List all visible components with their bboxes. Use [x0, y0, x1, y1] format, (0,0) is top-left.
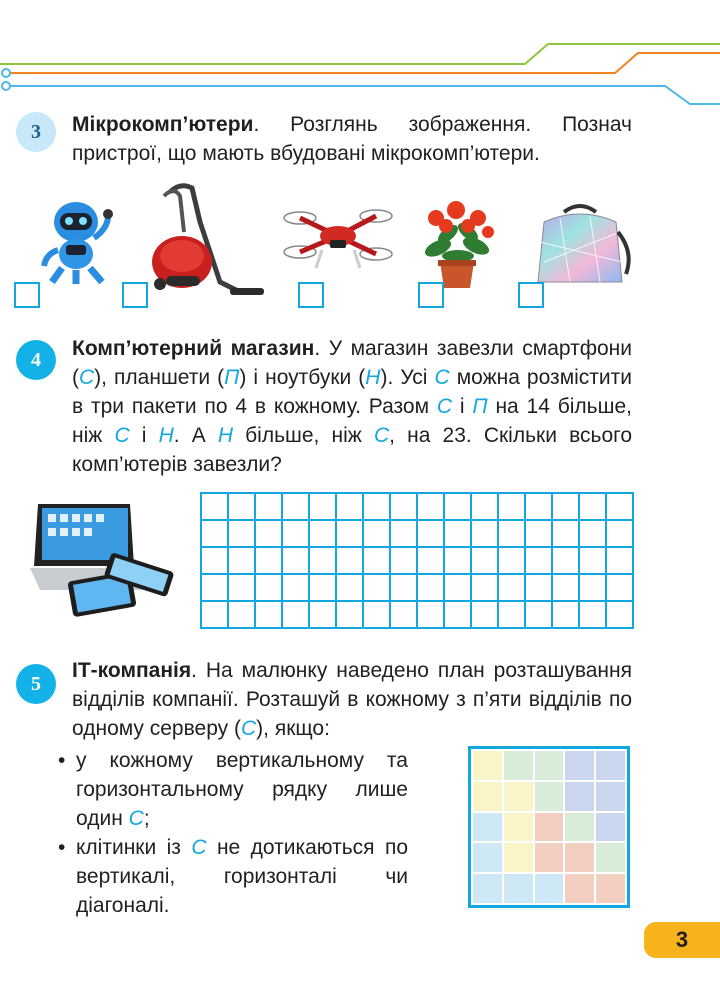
- plan-cell[interactable]: [473, 782, 502, 811]
- vacuum-cleaner-checkbox[interactable]: [122, 282, 148, 308]
- task-5-text: ІТ-компанія. На малюнку наведено план розташування відділів компанії. Розташуй в кожному з п’яти відділів по одному серверу (С), якщо:: [72, 659, 632, 740]
- plan-cell[interactable]: [596, 751, 625, 780]
- grid-cell[interactable]: [364, 548, 391, 575]
- grid-cell[interactable]: [418, 494, 445, 521]
- grid-cell[interactable]: [391, 548, 418, 575]
- grid-cell[interactable]: [580, 602, 607, 629]
- task-3-text: Мікрокомп’ютери. Розглянь зображення. Познач пристрої, що мають вбудовані мікрокомп’ютери.: [72, 113, 632, 165]
- grid-cell[interactable]: [526, 575, 553, 602]
- page-number: 3: [644, 922, 720, 958]
- grid-cell[interactable]: [202, 521, 229, 548]
- plan-cell[interactable]: [565, 813, 594, 842]
- grid-cell[interactable]: [337, 548, 364, 575]
- plan-cell[interactable]: [504, 782, 533, 811]
- plan-cell[interactable]: [504, 874, 533, 903]
- grid-cell[interactable]: [256, 575, 283, 602]
- devices-image: [30, 498, 180, 618]
- plan-cell[interactable]: [565, 751, 594, 780]
- grid-cell[interactable]: [526, 602, 553, 629]
- grid-cell[interactable]: [310, 575, 337, 602]
- robot-image: [36, 198, 118, 286]
- drone-image: [282, 200, 394, 276]
- grid-cell[interactable]: [283, 494, 310, 521]
- answer-grid[interactable]: [200, 492, 634, 629]
- grid-cell[interactable]: [553, 521, 580, 548]
- grid-cell[interactable]: [472, 602, 499, 629]
- grid-cell[interactable]: [337, 602, 364, 629]
- conditions-list: [58, 746, 408, 920]
- plan-cell[interactable]: [504, 843, 533, 872]
- plan-cell[interactable]: [596, 813, 625, 842]
- plan-cell[interactable]: [535, 874, 564, 903]
- grid-cell[interactable]: [364, 494, 391, 521]
- grid-cell[interactable]: [391, 521, 418, 548]
- plan-cell[interactable]: [504, 751, 533, 780]
- grid-cell[interactable]: [202, 575, 229, 602]
- task-number-badge: 3: [16, 112, 56, 152]
- grid-cell[interactable]: [580, 494, 607, 521]
- task-number-badge: 5: [16, 664, 56, 704]
- plan-cell[interactable]: [473, 874, 502, 903]
- grid-cell[interactable]: [553, 494, 580, 521]
- grid-cell[interactable]: [337, 494, 364, 521]
- condition-item: • у кожному вертикальному та горизонтальному рядку лише один С;: [58, 746, 408, 833]
- grid-cell[interactable]: [418, 575, 445, 602]
- task-4-title: Комп’ютерний магазин: [72, 337, 315, 360]
- grid-cell[interactable]: [202, 494, 229, 521]
- plan-cell[interactable]: [535, 782, 564, 811]
- grid-cell[interactable]: [256, 494, 283, 521]
- grid-cell[interactable]: [445, 521, 472, 548]
- plan-cell[interactable]: [596, 874, 625, 903]
- grid-cell[interactable]: [472, 575, 499, 602]
- backpack-checkbox[interactable]: [518, 282, 544, 308]
- plan-cell[interactable]: [504, 813, 533, 842]
- plan-cell[interactable]: [596, 782, 625, 811]
- grid-cell[interactable]: [202, 602, 229, 629]
- grid-cell[interactable]: [445, 494, 472, 521]
- plan-cell[interactable]: [473, 751, 502, 780]
- grid-cell[interactable]: [391, 575, 418, 602]
- grid-cell[interactable]: [499, 575, 526, 602]
- grid-cell[interactable]: [418, 548, 445, 575]
- grid-cell[interactable]: [256, 548, 283, 575]
- drone-checkbox[interactable]: [298, 282, 324, 308]
- grid-cell[interactable]: [580, 548, 607, 575]
- task-number-badge: 4: [16, 340, 56, 380]
- vacuum-cleaner-image: [140, 182, 266, 306]
- grid-cell[interactable]: [229, 521, 256, 548]
- grid-cell[interactable]: [499, 548, 526, 575]
- grid-cell[interactable]: [418, 602, 445, 629]
- plan-cell[interactable]: [535, 751, 564, 780]
- grid-cell[interactable]: [445, 575, 472, 602]
- grid-cell[interactable]: [553, 575, 580, 602]
- circuit-decoration: [0, 0, 720, 110]
- grid-cell[interactable]: [607, 575, 634, 602]
- grid-cell[interactable]: [526, 548, 553, 575]
- grid-cell[interactable]: [310, 548, 337, 575]
- plan-cell[interactable]: [565, 843, 594, 872]
- task-3-title: Мікрокомп’ютери: [72, 113, 254, 136]
- plan-cell[interactable]: [535, 843, 564, 872]
- grid-cell[interactable]: [607, 521, 634, 548]
- grid-cell[interactable]: [580, 521, 607, 548]
- grid-cell[interactable]: [553, 602, 580, 629]
- plan-cell[interactable]: [565, 782, 594, 811]
- grid-cell[interactable]: [283, 602, 310, 629]
- task-5-title: ІТ-компанія: [72, 659, 192, 682]
- condition-item: • клітинки із С не дотикаються по вертикалі, горизонталі чи діагоналі.: [58, 833, 408, 920]
- grid-cell[interactable]: [526, 521, 553, 548]
- grid-cell[interactable]: [580, 575, 607, 602]
- grid-cell[interactable]: [607, 548, 634, 575]
- grid-cell[interactable]: [526, 494, 553, 521]
- grid-cell[interactable]: [202, 548, 229, 575]
- grid-cell[interactable]: [337, 575, 364, 602]
- grid-cell[interactable]: [229, 602, 256, 629]
- grid-cell[interactable]: [256, 521, 283, 548]
- task-4-text: Комп’ютерний магазин. У магазин завезли смартфони (С), планшети (П) і ноутбуки (Н). Усі С можна розмістити в три пакети по 4 в кожному. Разом С і П на 14 більше, ніж С і Н. А Н більше, ніж С, на 23. Скільки всього комп’ютерів завезли?: [72, 337, 633, 476]
- grid-cell[interactable]: [310, 602, 337, 629]
- grid-cell[interactable]: [472, 548, 499, 575]
- robot-checkbox[interactable]: [14, 282, 40, 308]
- grid-cell[interactable]: [418, 521, 445, 548]
- grid-cell[interactable]: [229, 575, 256, 602]
- grid-cell[interactable]: [391, 494, 418, 521]
- grid-cell[interactable]: [364, 575, 391, 602]
- grid-cell[interactable]: [364, 602, 391, 629]
- backpack-image: [530, 202, 634, 286]
- grid-cell[interactable]: [310, 494, 337, 521]
- grid-cell[interactable]: [310, 521, 337, 548]
- grid-cell[interactable]: [499, 602, 526, 629]
- grid-cell[interactable]: [607, 602, 634, 629]
- grid-cell[interactable]: [499, 521, 526, 548]
- grid-cell[interactable]: [472, 521, 499, 548]
- grid-cell[interactable]: [229, 494, 256, 521]
- grid-cell[interactable]: [229, 548, 256, 575]
- plan-cell[interactable]: [473, 813, 502, 842]
- grid-cell[interactable]: [499, 494, 526, 521]
- flower-pot-checkbox[interactable]: [418, 282, 444, 308]
- grid-cell[interactable]: [256, 602, 283, 629]
- flower-pot-image: [418, 196, 496, 290]
- grid-cell[interactable]: [553, 548, 580, 575]
- grid-cell[interactable]: [283, 548, 310, 575]
- plan-cell[interactable]: [473, 843, 502, 872]
- grid-cell[interactable]: [337, 521, 364, 548]
- grid-cell[interactable]: [445, 602, 472, 629]
- grid-cell[interactable]: [364, 521, 391, 548]
- grid-cell[interactable]: [445, 548, 472, 575]
- plan-cell[interactable]: [596, 843, 625, 872]
- grid-cell[interactable]: [391, 602, 418, 629]
- plan-cell[interactable]: [565, 874, 594, 903]
- grid-cell[interactable]: [283, 521, 310, 548]
- plan-cell[interactable]: [535, 813, 564, 842]
- grid-cell[interactable]: [472, 494, 499, 521]
- office-plan-grid[interactable]: [468, 746, 630, 908]
- grid-cell[interactable]: [283, 575, 310, 602]
- grid-cell[interactable]: [607, 494, 634, 521]
